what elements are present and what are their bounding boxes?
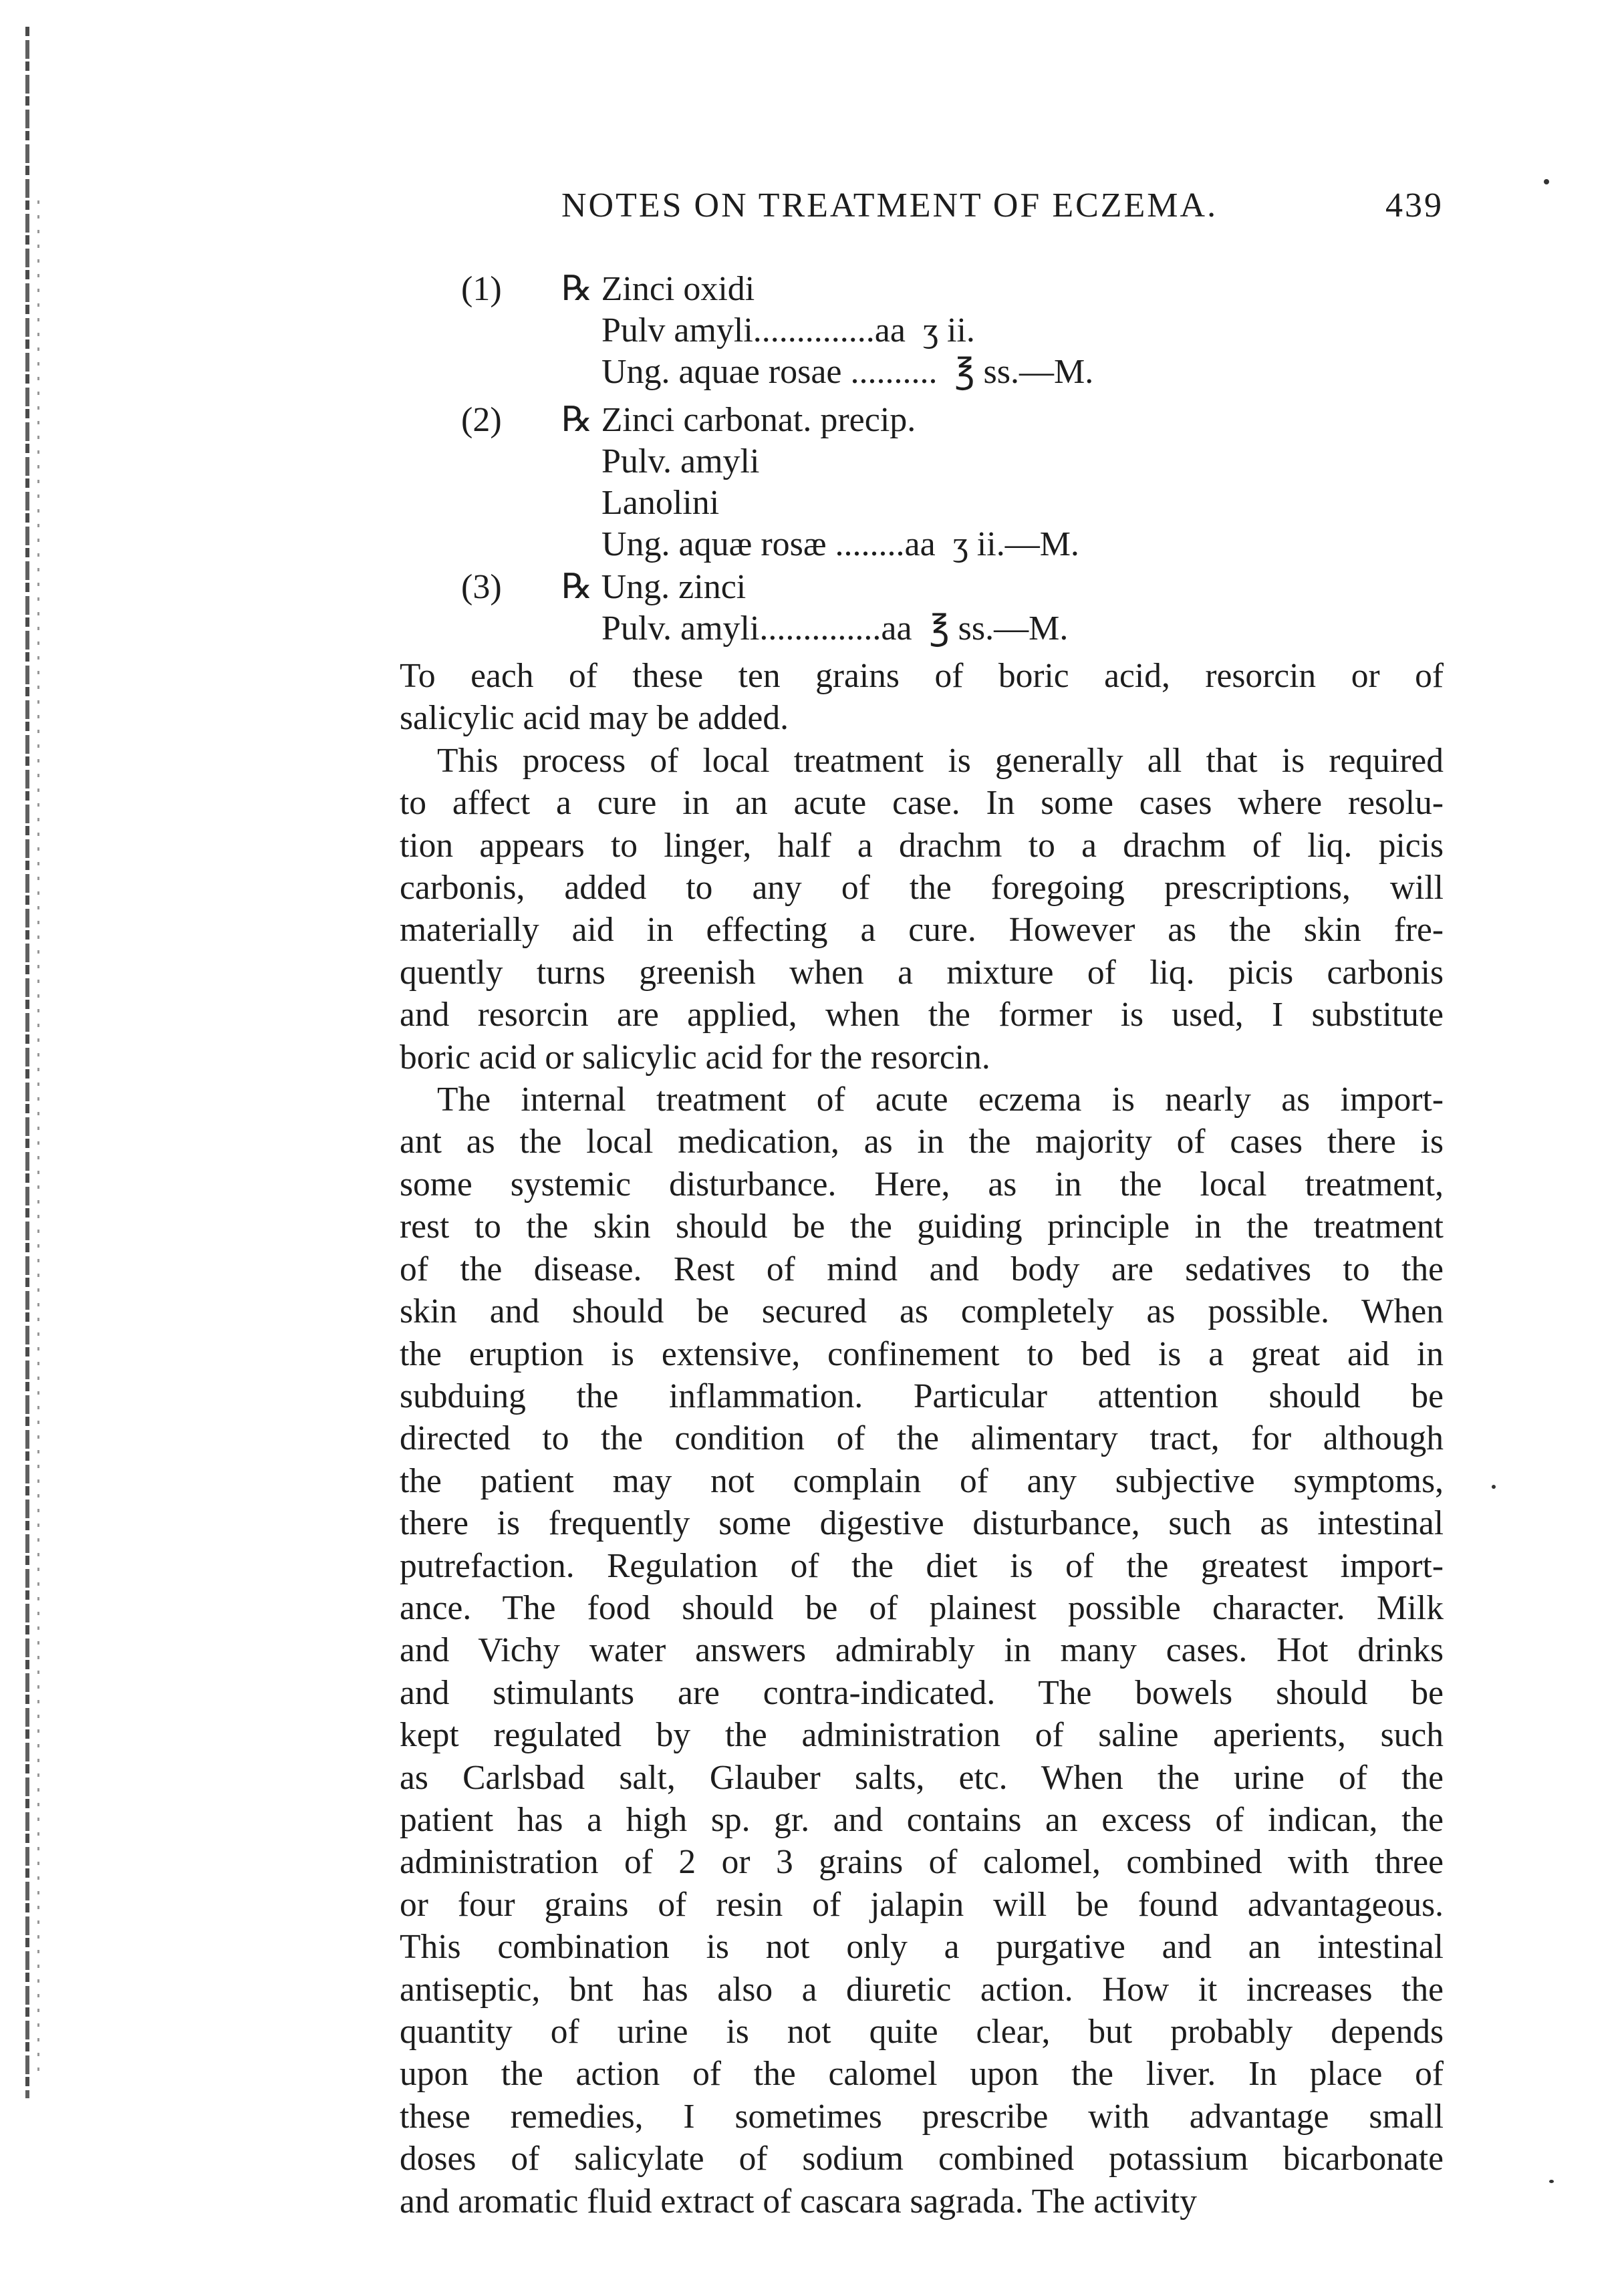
text-line: directed to the condition of the alimentary tract, for although xyxy=(400,1419,1444,1458)
text-line: of the disease. Rest of mind and body are sedatives to the xyxy=(400,1250,1444,1288)
text-line: The internal treatment of acute eczema is nearly as import- xyxy=(437,1081,1444,1119)
text-line: materially aid in effecting a cure. However as the skin fre- xyxy=(400,911,1444,950)
page-number: 439 xyxy=(1385,186,1444,225)
text-line: the eruption is extensive, confinement to bed is a great aid in xyxy=(400,1334,1444,1373)
print-speck xyxy=(1544,179,1549,184)
print-speck xyxy=(1549,2180,1554,2183)
text-line: This combination is not only a purgative and an intestinal xyxy=(400,1928,1444,1967)
prescription-line: Lanolini xyxy=(601,484,720,522)
prescription-line: Ung. aquæ rosæ ........aa ʒ ii.—M. xyxy=(601,525,1079,563)
text-line: To each of these ten grains of boric acid, resorcin or of xyxy=(400,657,1444,695)
text-line: as Carlsbad salt, Glauber salts, etc. When the urine of the xyxy=(400,1758,1444,1797)
print-speck xyxy=(1492,1485,1496,1489)
binding-edge-artifact xyxy=(37,200,39,2072)
prescription-line: ℞ Ung. zinci xyxy=(561,568,747,606)
paragraph xyxy=(400,1079,1444,2223)
text-line: there is frequently some digestive disturbance, such as intestinal xyxy=(400,1504,1444,1543)
body-text xyxy=(400,655,1444,2223)
text-line: and Vichy water answers admirably in many cases. Hot drinks xyxy=(400,1631,1444,1670)
text-line: kept regulated by the administration of saline aperients, such xyxy=(400,1716,1444,1755)
text-line: salicylic acid may be added. xyxy=(400,699,789,738)
prescription-line: Pulv. amyli..............aa ℥ ss.—M. xyxy=(601,609,1069,648)
text-line: administration of 2 or 3 grains of calomel, combined with three xyxy=(400,1843,1444,1882)
prescription-line: Ung. aquae rosae .......... ℥ ss.—M. xyxy=(601,353,1094,391)
text-line: putrefaction. Regulation of the diet is of the greatest import- xyxy=(400,1546,1444,1585)
text-line: antiseptic, bnt has also a diuretic action. How it increases the xyxy=(400,1970,1444,2009)
prescription-line: ℞ Zinci oxidi xyxy=(561,270,755,308)
text-line: the patient may not complain of any subjective symptoms, xyxy=(400,1461,1444,1500)
prescription-line: ℞ Zinci carbonat. precip. xyxy=(561,401,916,439)
text-line: patient has a high sp. gr. and contains an excess of indican, the xyxy=(400,1800,1444,1839)
binding-edge-artifact xyxy=(25,27,29,2098)
text-line: boric acid or salicylic acid for the resorcin. xyxy=(400,1038,990,1077)
prescription-number: (1) xyxy=(461,270,502,308)
text-line: these remedies, I sometimes prescribe with advantage small xyxy=(400,2097,1444,2136)
text-line: doses of salicylate of sodium combined potassium bicarbonate xyxy=(400,2140,1444,2178)
paragraph xyxy=(400,655,1444,740)
text-line: tion appears to linger, half a drachm to a drachm of liq. picis xyxy=(400,826,1444,865)
text-line: rest to the skin should be the guiding principle in the treatment xyxy=(400,1207,1444,1246)
text-line: quantity of urine is not quite clear, but probably depends xyxy=(400,2013,1444,2051)
prescription-line: Pulv amyli..............aa ʒ ii. xyxy=(601,311,975,349)
prescription-line: Pulv. amyli xyxy=(601,442,760,480)
text-line: to affect a cure in an acute case. In some cases where resolu- xyxy=(400,784,1444,823)
running-title: NOTES ON TREATMENT OF ECZEMA. xyxy=(561,186,1218,225)
text-line: subduing the inflammation. Particular attention should be xyxy=(400,1377,1444,1415)
prescription-number: (3) xyxy=(461,568,502,606)
text-line: and resorcin are applied, when the former is used, I substitute xyxy=(400,996,1444,1034)
text-line: ance. The food should be of plainest possible character. Milk xyxy=(400,1588,1444,1627)
text-line: some systemic disturbance. Here, as in the local treatment, xyxy=(400,1165,1444,1203)
text-line: and stimulants are contra-indicated. The bowels should be xyxy=(400,1673,1444,1712)
text-line: This process of local treatment is generally all that is required xyxy=(437,741,1444,780)
paragraph xyxy=(400,740,1444,1079)
prescription-number: (2) xyxy=(461,401,502,439)
running-header xyxy=(401,186,1444,233)
text-line: or four grains of resin of jalapin will be found advantageous. xyxy=(400,1885,1444,1924)
text-line: carbonis, added to any of the foregoing prescriptions, will xyxy=(400,869,1444,907)
text-line: ant as the local medication, as in the majority of cases there is xyxy=(400,1123,1444,1161)
text-line: quently turns greenish when a mixture of liq. picis carbonis xyxy=(400,953,1444,992)
text-line: and aromatic fluid extract of cascara sagrada. The activity xyxy=(400,2182,1197,2221)
text-line: upon the action of the calomel upon the liver. In place of xyxy=(400,2055,1444,2094)
text-line: skin and should be secured as completely as possible. When xyxy=(400,1292,1444,1331)
